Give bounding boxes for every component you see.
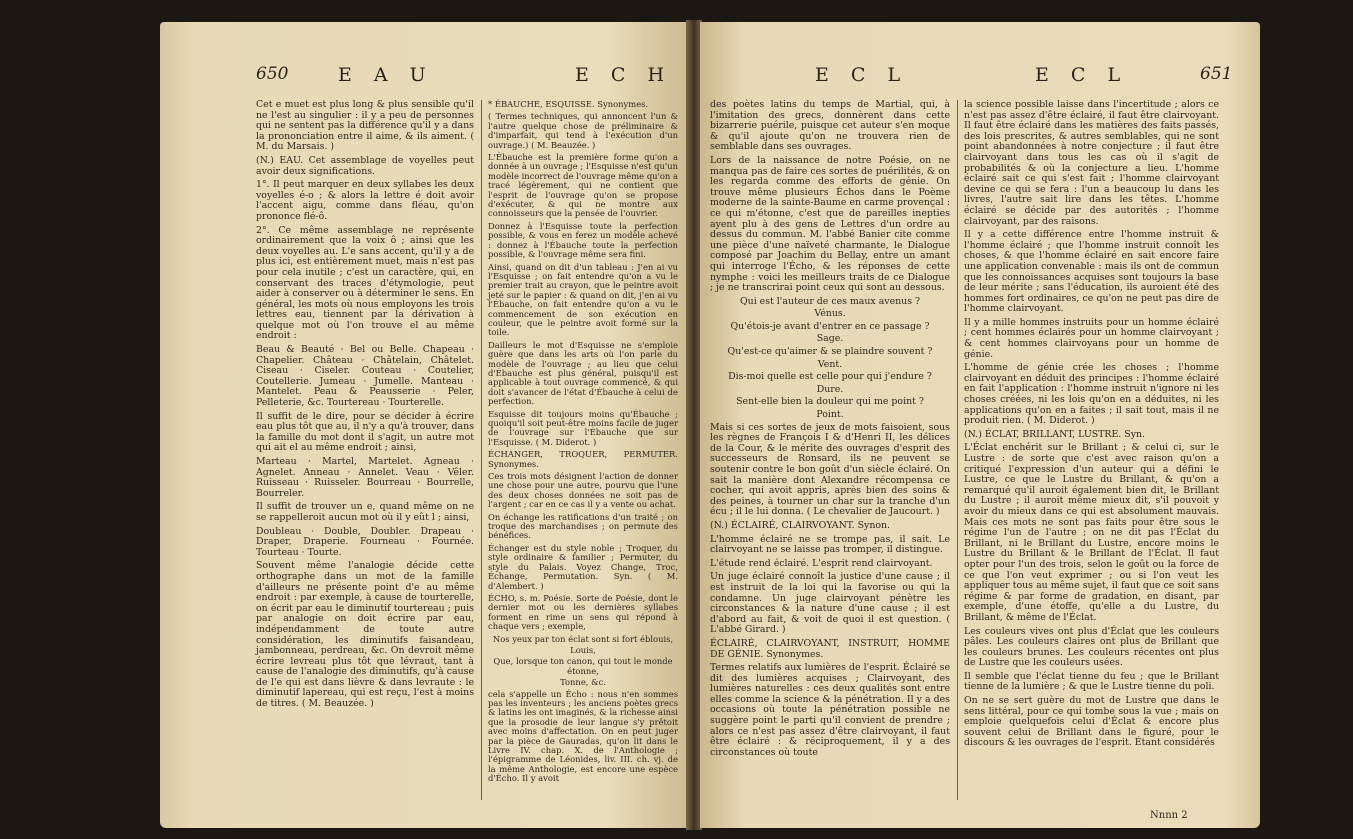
paragraph: la science possible laisse dans l'incertitude ; alors ce n'est pas assez d'être éclairé, il faut être clairvoyant. Il faut être éclairé dans les matières des faits passés, des lois prescrites, & autres semblables, qui ne sont point abandonnées à notre conjecture ; il faut être clairvoyant dans tous les cas où il s'agit de probabilités & où la conjecture a lieu. L'homme éclairé sait ce qui s'est fait ; l'homme clairvoyant devine ce qui se fera : l'un a beaucoup lu dans les livres, l'autre sait lire dans les têtes. L'homme éclairé se décide par des autorités ; l'homme clairvoyant, par des raisons. bbox=[964, 99, 1219, 227]
paragraph: cela s'appelle un Écho : nous n'en sommes pas les inventeurs ; les anciens poètes grecs & latins les ont imaginés, & la richesse ainsi que la prosodie de leur langue s'y prêtoit avec moins d'affectation. On en peut juger par la pièce de Gauradas, qu'on lit dans le Livre IV. chap. X. de l'Anthologie ; l'épigramme de Léonides, liv. III. ch. vj. de la même Anthologie, est encore une espèce d'Écho. Il y avoit bbox=[488, 688, 678, 784]
paragraph: Qu'est-ce qu'aimer & se plaindre souvent ? bbox=[727, 346, 933, 358]
paragraph: Point. bbox=[816, 409, 844, 421]
paragraph: Tonne, &c. bbox=[560, 677, 606, 688]
paragraph: 2°. Ce même assemblage ne représente ordinairement que la voix ô ; ainsi que les deux voyelles au. L'e sans accent, qu'il y a de plus ici, est entièrement muet, mais n'est pas pour cela inutile ; c'est un caractère, qui, en conservant des traces d'étymologie, peut aider à conserver ou à déterminer le sens. En général, les mots où nous employons les trois lettres eau, tiennent par la dérivation à quelque mot où l'on trouve el au même endroit : bbox=[256, 224, 474, 342]
paragraph: Dailleurs le mot d'Esquisse ne s'emploie guère que dans les arts où l'on parle du modèle de l'ouvrage ; au lieu que celui d'Ébauche est plus général, puisqu'il est applicable à tout ouvrage commencé, & qui doit s'avancer de l'état d'Ébauche à celui de perfection. bbox=[488, 339, 678, 407]
paragraph: Sage. bbox=[816, 333, 844, 345]
paragraph: 1°. Il peut marquer en deux syllabes les deux voyelles é-o ; & alors la lettre é doit avoir l'accent aigu, comme dans fléau, qu'on prononce flé-ô. bbox=[256, 179, 474, 222]
paragraph: ÉCLAIRÉ, CLAIRVOYANT, INSTRUIT, HOMME DE GÉNIE. Synonymes. bbox=[710, 637, 950, 660]
paragraph: L'homme de génie crée les choses ; l'homme clairvoyant en déduit des principes : l'homme éclairé en fait l'application : l'homme instruit n'ignore ni les choses créées, ni les lois qu'on en a déduites, ni les applications qu'on en a faites ; il sait tout, mais il ne produit rien. ( M. Diderot. ) bbox=[964, 362, 1219, 427]
paragraph: Donnez à l'Esquisse toute la perfection possible, & vous en ferez un modèle achevé : donnez à l'Ébauche toute la perfection possible, & l'ouvrage même sera fini. bbox=[488, 220, 678, 260]
paragraph: On échange les ratifications d'un traité ; on troque des marchandises ; on permute des bénéfices. bbox=[488, 511, 678, 541]
paragraph: Qui est l'auteur de ces maux avenus ? bbox=[739, 295, 921, 307]
paragraph: Cet e muet est plus long & plus sensible qu'il ne l'est au singulier : il y a peu de personnes qui ne sentent pas la différence qu'il y a dans la prononciation entre il aime, & ils aiment. ( M. du Marsais. ) bbox=[256, 99, 474, 153]
column-2 bbox=[488, 100, 678, 787]
paragraph: des poètes latins du temps de Martial, qui, à l'imitation des grecs, donnèrent dans cette bizarrerie puérile, puisque cet auteur s'en moque & qu'il ajoute qu'on ne trouvera rien de semblable dans ses ouvrages. bbox=[710, 99, 950, 153]
paragraph: Que, lorsque ton canon, qui tout le monde étonne, bbox=[493, 656, 673, 676]
center-left-head: E C H bbox=[575, 64, 673, 86]
paragraph: Il suffit de le dire, pour se décider à écrire eau plus tôt que au, il n'y a qu'à trouver, dans la famille du mot dont il s'agit, un autre mot qui ait el au même endroit ; ainsi, bbox=[256, 410, 474, 454]
paragraph: Louis, bbox=[570, 644, 596, 655]
paragraph: Termes relatifs aux lumières de l'esprit. Éclairé se dit des lumières acquises ; Clairvoyant, des lumières naturelles : ces deux qualités sont entre elles comme la science & la pénétration. Il y a des occasions où toute la pénétration possible ne suggère point le parti qu'il convient de prendre ; alors ce n'est pas assez d'être clairvoyant, il faut être éclairé : & réciproquement, il y a des circonstances où toute bbox=[710, 662, 950, 758]
right-running-head: E C L bbox=[1035, 64, 1129, 86]
right-page bbox=[700, 22, 1260, 828]
column-3 bbox=[710, 100, 950, 761]
paragraph: (N.) ÉCLAT, BRILLANT, LUSTRE. Syn. bbox=[964, 428, 1146, 440]
paragraph: On ne se sert guère du mot de Lustre que dans le sens littéral, pour ce qui tombe sous la vue ; mais on emploie quelquefois celui d'Éclat & encore plus souvent celui de Brillant dans le figuré, pour le discours & les ouvrages de l'esprit. Étant considérés bbox=[964, 695, 1219, 749]
paragraph: Souvent même l'analogie décide cette orthographe dans un mot de la famille d'ailleurs ne présente point d'e au même endroit : par exemple, à cause de tourterelle, on écrit par eau le diminutif tourtereau ; puis par analogie on doit écrire par eau, indépendamment de toute autre considération, les diminutifs faisandeau, jambonneau, perdreau, &c. On devroit même écrire levreau plus tôt que lévraut, tant à cause de l'analogie des diminutifs, qu'à cause de l'e qui est dans lièvre & dans levraute : le diminutif lapereau, qui est reçu, l'est à moins de titres. ( M. Beauzée. ) bbox=[256, 560, 474, 710]
paragraph: L'homme éclairé ne se trompe pas, il sait. Le clairvoyant ne se laisse pas tromper, il distingue. bbox=[710, 533, 950, 556]
paragraph: Dure. bbox=[816, 383, 844, 395]
paragraph: Esquisse dit toujours moins qu'Ébauche ; quoiqu'il soit peut-être moins facile de juger de l'ouvrage sur l'Ébauche que sur l'Esquisse. ( M. Diderot. ) bbox=[488, 408, 678, 447]
paragraph: Beau & Beauté · Bel ou Belle. Chapeau · Chapelier. Château · Châtelain, Châtelet. Ciseau · Ciseler. Couteau · Coutelier, Coutellerie. Jumeau · Jumelle. Manteau · Mantelet. Peau & Peausserie · Peler, Pelleterie, &c. Tourtereau · Tourterelle. bbox=[256, 344, 474, 409]
paragraph: Un juge éclairé connoît la justice d'une cause ; il est instruit de la loi qui la favorise ou qui la condamne. Un juge clairvoyant pénètre les circonstances & la nature d'une cause ; il est d'abord au fait, & voit de quoi il est question. ( L'abbé Girard. ) bbox=[710, 571, 950, 636]
paragraph: Doubleau · Double, Doubler. Drapeau · Draper, Draperie. Fourneau · Fournée. Tourteau · Tourte. bbox=[256, 525, 474, 558]
column-divider bbox=[481, 100, 482, 800]
paragraph: ÉCHANGER, TROQUER, PERMUTER. Synonymes. bbox=[488, 449, 678, 469]
paragraph: Il y a mille hommes instruits pour un homme éclairé ; cent hommes éclairés pour un homme clairvoyant ; & cent hommes clairvoyans pour un homme de génie. bbox=[964, 316, 1219, 360]
paragraph: Vénus. bbox=[814, 308, 846, 320]
paragraph: Ces trois mots désignent l'action de donner une chose pour une autre, pourvu que l'une des deux choses données ne soit pas de l'argent ; car en ce cas il y a vente ou achat. bbox=[488, 471, 678, 510]
paragraph: Les couleurs vives ont plus d'Éclat que les couleurs pâles. Les couleurs claires ont plus de Brillant que les couleurs brunes. Les couleurs récentes ont plus de Lustre que les couleurs usées. bbox=[964, 625, 1219, 669]
paragraph: * ÉBAUCHE, ESQUISSE. Synonymes. bbox=[488, 99, 649, 109]
column-4 bbox=[964, 100, 1219, 752]
paragraph: Sent-elle bien la douleur qui me point ? bbox=[736, 396, 924, 408]
paragraph: Échanger est du style noble ; Troquer, du style ordinaire & familier ; Permuter, du style du Palais. Voyez Change, Troc, Échange, Permutation. Syn. ( M. d'Alembert. ) bbox=[488, 542, 678, 591]
paragraph: L'étude rend éclairé. L'esprit rend clairvoyant. bbox=[710, 557, 933, 569]
paragraph: Marteau · Martel, Martelet. Agneau · Agnelet. Anneau · Annelet. Veau · Vêler. Ruisseau · Ruisseler. Bourreau · Bourrelle, Bourreler. bbox=[256, 456, 474, 499]
right-page-number: 651 bbox=[1200, 64, 1233, 84]
paragraph: Qu'étois-je avant d'entrer en ce passage ? bbox=[730, 320, 930, 332]
left-running-head: E A U bbox=[338, 64, 434, 86]
column-divider-right bbox=[957, 100, 958, 800]
paragraph: Il semble que l'éclat tienne du feu ; que le Brillant tienne de la lumière ; & que le Lustre tienne du poli. bbox=[964, 670, 1219, 693]
paragraph: Lors de la naissance de notre Poésie, on ne manqua pas de faire ces sortes de puérilités, & on les regarda comme des efforts de génie. On trouve même plusieurs Échos dans le Poème moderne de la sainte-Baume en carme provençal : ce qui m'étonne, c'est que de pareilles inepties ayent plu à des gens de Lettres d'un ordre au dessus du commun. M. l'abbé Banier cite comme une pièce d'une naïveté charmante, le Dialogue composé par Joachim du Bellay, entre un amant qui interroge l'Écho, & les réponses de cette nymphe : voici les meilleurs traits de ce Dialogue ; je ne transcrirai point ceux qui sont au dessous. bbox=[710, 154, 950, 294]
left-page bbox=[160, 22, 688, 828]
paragraph: Il y a cette différence entre l'homme instruit & l'homme éclairé ; que l'homme instruit connoît les choses, & que l'homme éclairé en sait encore faire une application convenable : mais ils ont de commun que les connoissances acquises sont toujours la base de leur mérite ; sans l'éducation, ils auroient été des hommes fort ordinaires, ce qu'on ne peut pas dire de l'homme clairvoyant. bbox=[964, 229, 1219, 315]
signature-mark: Nnnn 2 bbox=[1150, 810, 1188, 821]
paragraph: L'Éclat enchérit sur le Brillant ; & celui ci, sur le Lustre : de sorte que c'est avec raison qu'on a critiqué l'expression d'un auteur qui a défini le Lustre, ce que le Lustre du Brillant, & qu'on a remarqué qu'il auroit également bien dit, le Brillant du Lustre ; il auroit même mieux dit, s'il pouvoit y avoir du mieux dans ce qui est absolument mauvais. Mais ces mots ne sont pas faits pour être sous le régime l'un de l'autre ; on ne dit pas l'Éclat du Brillant, ni le Brillant du Lustre, encore moins le Lustre du Brillant & le Brillant de l'Éclat. Il faut opter pour l'un des trois, selon le goût ou la force de ce que l'on veut exprimer ; ou si l'on veut les appliquer tous au même sujet, il faut que ce soit sans régime & par forme de gradation, en disant, par exemple, d'une étoffe, qu'elle a du Lustre, du Brillant, & même de l'Éclat. bbox=[964, 442, 1219, 623]
paragraph: (N.) ÉCLAIRÉ, CLAIRVOYANT. Synon. bbox=[710, 519, 891, 531]
paragraph: ÉCHO, s. m. Poésie. Sorte de Poésie, dont le dernier mot ou les dernières syllabes forment en rime un sens qui répond à chaque vers ; exemple, bbox=[488, 592, 678, 632]
paragraph: L'Ébauche est la première forme qu'on a donnée à un ouvrage ; l'Esquisse n'est qu'un modèle incorrect de l'ouvrage même qu'on a tracé légèrement, qui ne contient que l'esprit de l'ouvrage qu'on se propose d'exécuter, & qui ne montre aux connoisseurs que la pensée de l'ouvrier. bbox=[488, 152, 678, 219]
paragraph: Nos yeux par ton éclat sont si fort éblouis, bbox=[492, 633, 674, 644]
center-right-head: E C L bbox=[815, 64, 909, 86]
paragraph: Mais si ces sortes de jeux de mots faisoient, sous les règnes de François I & d'Henri II, les délices de la Cour, & le mérite des ouvrages d'esprit des successeurs de Ronsard, ils ne peuvent se soutenir contre le bon goût d'un siècle éclairé. On sait la manière dont Alexandre récompensa ce cocher, qui avoit appris, après bien des soins & des peines, à tourner un char sur la tranche d'un écu ; il le lui donna. ( Le chevalier de Jaucourt. ) bbox=[710, 421, 950, 518]
left-page-number: 650 bbox=[256, 64, 289, 84]
paragraph: (N.) EAU. Cet assemblage de voyelles peut avoir deux significations. bbox=[256, 154, 474, 177]
column-1 bbox=[256, 100, 474, 713]
paragraph: Vent. bbox=[817, 358, 843, 370]
paragraph: Il suffit de trouver un e, quand même on ne se rappelleroit aucun mot où il y eût l ; ainsi, bbox=[256, 501, 474, 523]
paragraph: Dis-moi quelle est celle pour qui j'endure ? bbox=[728, 371, 932, 383]
paragraph: Ainsi, quand on dit d'un tableau : J'en ai vu l'Esquisse ; on fait entendre qu'on a vu le premier trait au crayon, que le peintre avoit jeté sur le papier : & quand on dit, j'en ai vu l'Ébauche, on fait entendre qu'on a vu le commencement de son exécution en couleur, que le peintre avoit formé sur la toile. bbox=[488, 261, 678, 338]
paragraph: ( Termes techniques, qui annoncent l'un & l'autre quelque chose de préliminaire & d'imparfait, qui tend à l'exécution d'un ouvrage.) ( M. Beauzée. ) bbox=[488, 111, 678, 150]
